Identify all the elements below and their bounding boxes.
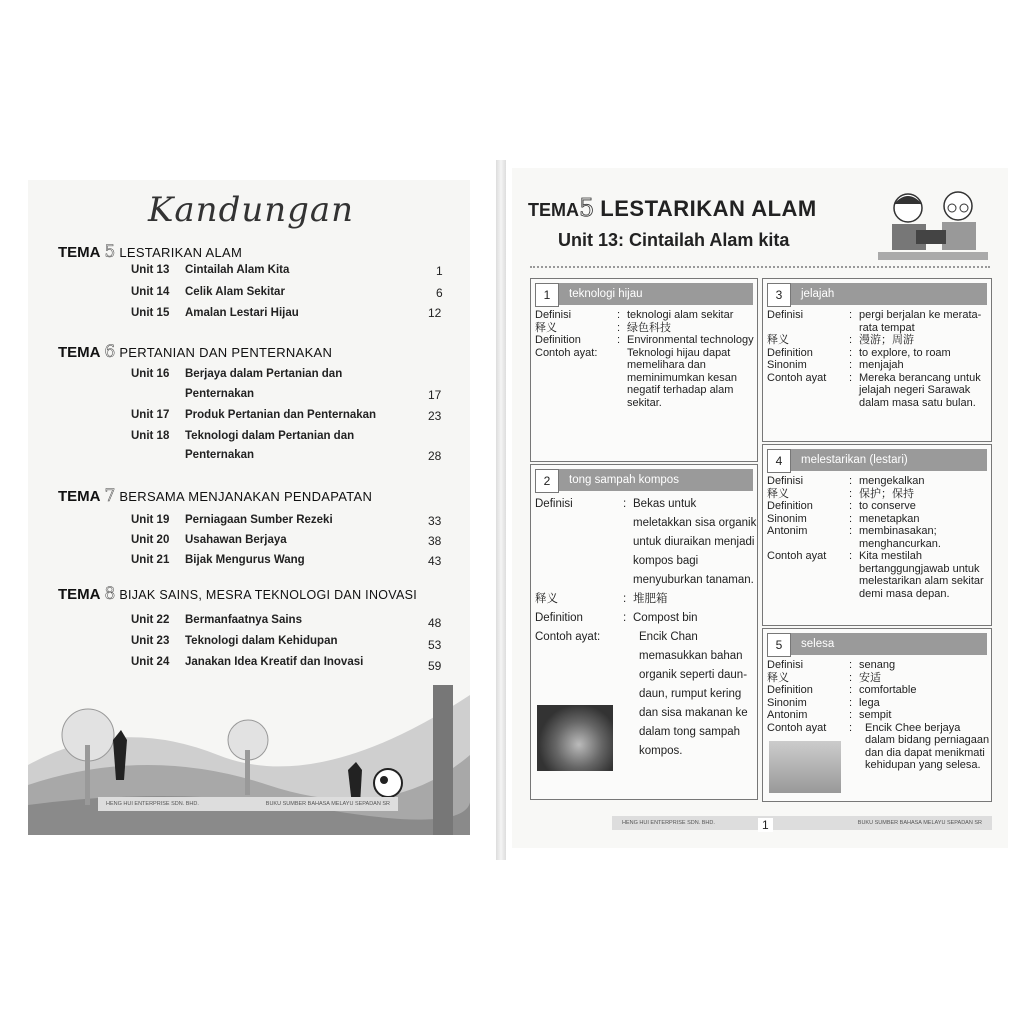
vocab-card-5: 5 selesa Definisi : senang 释义 : 安适 Definition : comfortable Sinonim : lega Antonim : sempit Contoh ayat : Encik Chee berjaya dalam bidang perniagaan dan dia dapat menikmati kehidupan yang selesa.: [762, 628, 992, 802]
row-definition: Definition : Compost bin: [535, 612, 698, 624]
toc-unit-19[interactable]: Unit 19 Perniagaan Sumber Rezeki: [131, 514, 333, 526]
toc-unit-14[interactable]: Unit 14 Celik Alam Sekitar: [131, 286, 285, 298]
card-term-header: melestarikan (lestari): [791, 449, 987, 471]
toc-unit-22[interactable]: Unit 22 Bermanfaatnya Sains: [131, 614, 302, 626]
toc-page: 59: [428, 659, 442, 673]
tema-5-heading: TEMA 5 LESTARIKAN ALAM: [58, 242, 243, 262]
toc-page: 23: [428, 409, 442, 423]
dotted-divider: [530, 266, 990, 268]
tema-header: TEMA5 LESTARIKAN ALAM: [528, 194, 817, 222]
toc-page: 17: [428, 388, 442, 402]
book-fold: [496, 160, 506, 860]
row-contoh: Contoh ayat: Teknologi hijau dapat memelihara dan meminimumkan kesan negatif terhadap alam sekitar.: [535, 346, 738, 409]
toc-unit-18[interactable]: Unit 18 Teknologi dalam Pertanian dan: [131, 430, 355, 442]
compost-photo: [537, 705, 613, 771]
toc-unit-17[interactable]: Unit 17 Produk Pertanian dan Penternakan: [131, 409, 377, 421]
vocab-card-4: 4 melestarikan (lestari) Definisi : mengekalkan 释义 : 保护；保持 Definition : to conserve Sinonim : menetapkan Antonim : membinasakan; menghancurkan. Contoh ayat : Kita mestilah bertanggungjawab untuk melestarikan alam sekitar demi masa depan.: [762, 444, 992, 626]
unit-title: Unit 13: Cintailah Alam kita: [558, 230, 790, 250]
contents-title: Kandungan: [148, 190, 355, 230]
toc-unit-16-cont: Penternakan: [185, 388, 255, 400]
tema-8-heading: TEMA 8 BIJAK SAINS, MESRA TEKNOLOGI DAN INOVASI: [58, 584, 418, 604]
toc-unit-16[interactable]: Unit 16 Berjaya dalam Pertanian dan: [131, 368, 343, 380]
toc-page: 33: [428, 514, 442, 528]
row-definisi: Definisi : Bekas untuk meletakkan sisa organik untuk diuraikan menjadi kompos bagi menyuburkan tanaman.: [535, 498, 757, 586]
card-number: 2: [535, 469, 559, 493]
right-footer-strip: HENG HUI ENTERPRISE SDN. BHD. BUKU SUMBER BAHASA MELAYU SEPADAN SR: [612, 816, 992, 830]
relaxing-man-photo: [769, 741, 841, 793]
toc-unit-21[interactable]: Unit 21 Bijak Mengurus Wang: [131, 554, 305, 566]
toc-page: 12: [428, 306, 442, 320]
tema-7-heading: TEMA 7 BERSAMA MENJANAKAN PENDAPATAN: [58, 486, 373, 506]
toc-unit-24[interactable]: Unit 24 Janakan Idea Kreatif dan Inovasi: [131, 656, 364, 668]
landscape-illustration: [28, 675, 470, 835]
page-number: 1: [758, 818, 773, 832]
toc-page: 43: [428, 554, 442, 568]
row-definisi: Definisi : teknologi alam sekitar: [535, 309, 734, 321]
row-shiyi: 释义 : 堆肥箱: [535, 593, 668, 605]
toc-unit-15[interactable]: Unit 15 Amalan Lestari Hijau: [131, 307, 299, 319]
card-number: 5: [767, 633, 791, 657]
kids-reading-illustration: [878, 186, 988, 266]
toc-unit-13[interactable]: Unit 13 Cintailah Alam Kita: [131, 264, 290, 276]
toc-unit-23[interactable]: Unit 23 Teknologi dalam Kehidupan: [131, 635, 338, 647]
row-contoh: Contoh ayat: Encik Chan memasukkan bahan organik seperti daun-daun, rumput kering dan sisa makanan ke dalam tong sampah kompos.: [535, 631, 748, 757]
toc-unit-18-cont: Penternakan: [185, 449, 255, 461]
card-term-header: teknologi hijau: [559, 283, 753, 305]
card-number: 4: [767, 449, 791, 473]
vocab-card-3: 3 jelajah Definisi : pergi berjalan ke merata-rata tempat 释义 : 漫游；周游 Definition : to explore, to roam Sinonim : menjajah Contoh ayat : Mereka berancang untuk jelajah negeri Sarawak dalam masa satu bulan.: [762, 278, 992, 442]
toc-page: 1: [436, 264, 443, 278]
left-footer-strip: HENG HUI ENTERPRISE SDN. BHD. BUKU SUMBER BAHASA MELAYU SEPADAN SR: [98, 797, 398, 811]
toc-page: 48: [428, 616, 442, 630]
card-number: 3: [767, 283, 791, 307]
right-page: [512, 168, 1008, 848]
row-shiyi: 释义 : 绿色科技: [535, 321, 671, 334]
card-term-header: selesa: [791, 633, 987, 655]
toc-page: 6: [436, 286, 443, 300]
vocab-card-1: [530, 278, 758, 462]
toc-page: 28: [428, 449, 442, 463]
toc-unit-20[interactable]: Unit 20 Usahawan Berjaya: [131, 534, 287, 546]
toc-page: 38: [428, 534, 442, 548]
card-term-header: tong sampah kompos: [559, 469, 753, 491]
toc-page: 53: [428, 638, 442, 652]
tema-6-heading: TEMA 6 PERTANIAN DAN PENTERNAKAN: [58, 342, 333, 362]
card-term-header: jelajah: [791, 283, 987, 305]
card-number: 1: [535, 283, 559, 307]
vocab-card-2: [530, 464, 758, 800]
row-definition: Definition : Environmental technology: [535, 334, 754, 346]
left-page: [28, 180, 470, 835]
